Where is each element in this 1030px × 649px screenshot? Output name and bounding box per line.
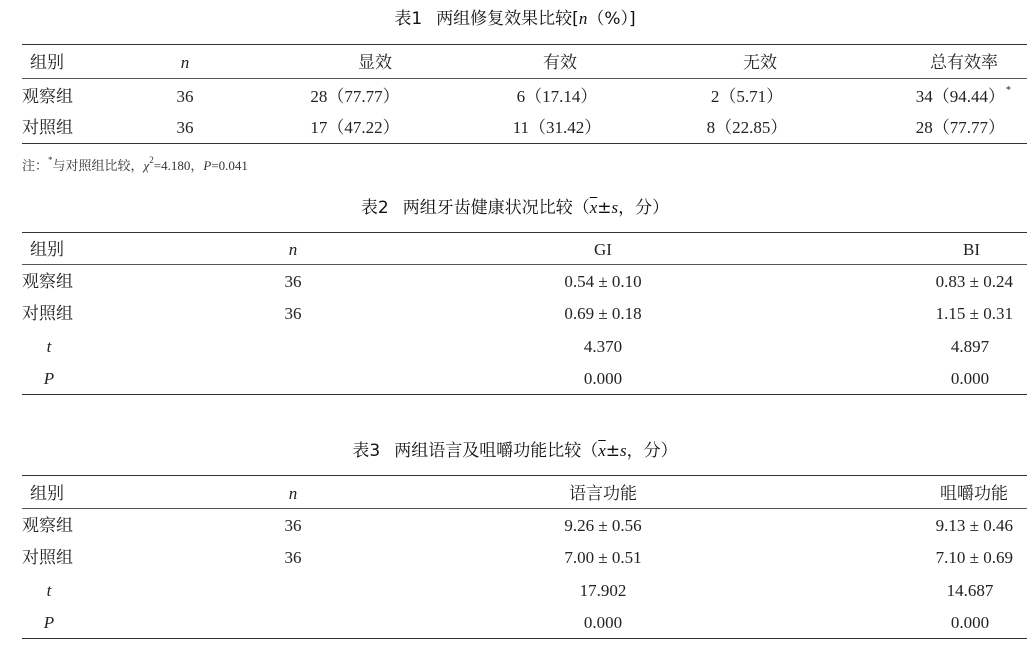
table1-footnote [22, 151, 248, 175]
note-mark: * [48, 155, 53, 165]
table-cell: 28（77.77） [915, 118, 1005, 137]
table1-header-youxiao: 有效 [543, 53, 577, 72]
table1-header-xianxiao: 显效 [358, 53, 392, 72]
table-row: 观察组 [22, 516, 73, 535]
table3-title-tail: ，分） [626, 441, 678, 461]
table1-label: 表1 [394, 9, 423, 29]
table-cell: 7.10 ± 0.69 [935, 548, 1013, 567]
table2-header-bi: BI [963, 240, 980, 259]
table-cell: 7.00 ± 0.51 [564, 548, 642, 567]
table3-bottom-rule [22, 638, 1027, 639]
significance-mark: * [1006, 85, 1011, 96]
table1-header-wuxiao: 无效 [743, 53, 777, 72]
chi-symbol: χ [143, 158, 150, 173]
table-cell: 0.54 ± 0.10 [564, 272, 642, 291]
table3-header-rule [22, 508, 1027, 509]
table2-bottom-rule [22, 394, 1027, 395]
table1-caption [0, 8, 1030, 30]
table-cell: 17（47.22） [310, 118, 400, 137]
table-cell: 36 [284, 304, 302, 323]
table3-header-group: 组别 [30, 484, 64, 503]
table-cell: 4.897 [950, 337, 990, 356]
table-cell: 6（17.14） [516, 87, 598, 106]
table-cell: 36 [176, 87, 194, 106]
table2-caption [0, 197, 1030, 219]
table2-title-tail: ，分） [618, 198, 670, 218]
table-cell: 4.370 [583, 337, 623, 356]
pm-symbol: ± [605, 441, 620, 461]
table-cell: 36 [284, 272, 302, 291]
table-cell: 2（5.71） [710, 87, 784, 106]
table3-header-chewing: 咀嚼功能 [940, 484, 1008, 503]
table-cell: 9.13 ± 0.46 [935, 516, 1013, 535]
p-symbol: P [203, 158, 212, 173]
table-cell: 17.902 [579, 581, 627, 600]
table3-top-rule [22, 475, 1027, 476]
table-row: 观察组 [22, 87, 73, 106]
note-chi-value: =4.180， [153, 158, 204, 173]
mean-symbol: $\overline{x}$ [589, 198, 598, 217]
table-cell: 0.69 ± 0.18 [564, 304, 642, 323]
table2-top-rule [22, 232, 1027, 233]
table-row: 对照组 [22, 548, 73, 567]
table1-header-total-rate: 总有效率 [930, 53, 998, 72]
chi-exponent: 2 [149, 155, 154, 165]
p-value-label: P [43, 613, 55, 632]
sd-symbol: s [611, 198, 619, 217]
table-cell: 0.000 [583, 369, 623, 388]
table-cell: 0.000 [950, 369, 990, 388]
table-cell: 14.687 [946, 581, 994, 600]
table-cell: 11（31.42） [512, 118, 602, 137]
table-cell: 0.83 ± 0.24 [935, 272, 1013, 291]
table-cell: 8（22.85） [706, 118, 788, 137]
note-text: 与对照组比较， [52, 158, 144, 173]
table1-header-group: 组别 [30, 53, 64, 72]
table-cell: 36 [176, 118, 194, 137]
table-cell: 28（77.77） [310, 87, 400, 106]
table3-title: 两组语言及咀嚼功能比较（ [394, 441, 599, 461]
table2-header-gi: GI [594, 240, 612, 259]
table3-caption [0, 440, 1030, 462]
table2-title: 两组牙齿健康状况比较（ [402, 198, 590, 218]
t-statistic-label: t [46, 337, 52, 356]
table1-title-tail: （%）] [587, 9, 636, 29]
note-p-value: =0.041 [211, 158, 248, 173]
pm-symbol: ± [597, 198, 612, 218]
table3-header-n: n [288, 484, 298, 503]
table-cell: 0.000 [950, 613, 990, 632]
note-prefix: 注： [22, 158, 49, 173]
table1-n-symbol: n [578, 9, 588, 28]
t-statistic-label: t [46, 581, 52, 600]
table2-header-group: 组别 [30, 240, 64, 259]
table1-title: 两组修复效果比较[ [436, 9, 579, 29]
table-row: 观察组 [22, 272, 73, 291]
table-row: 对照组 [22, 304, 73, 323]
table1-header-rule [22, 78, 1027, 79]
table-cell: 34（94.44） [915, 87, 1005, 106]
mean-symbol: $\overline{x}$ [598, 441, 606, 460]
table2-header-n: n [288, 240, 298, 259]
table-cell: 9.26 ± 0.56 [564, 516, 642, 535]
table-cell: 36 [284, 516, 302, 535]
p-value-label: P [43, 369, 55, 388]
table1-bottom-rule [22, 143, 1027, 144]
table1-top-rule [22, 44, 1027, 45]
table-cell: 1.15 ± 0.31 [935, 304, 1013, 323]
table2-header-rule [22, 264, 1027, 265]
table-row: 对照组 [22, 118, 73, 137]
table1-header-n: n [180, 53, 190, 72]
table-cell: 36 [284, 548, 302, 567]
table-cell: 0.000 [583, 613, 623, 632]
table3-label: 表3 [352, 441, 381, 461]
sd-symbol: s [620, 441, 627, 460]
table2-label: 表2 [360, 198, 389, 218]
table3-header-speech: 语言功能 [569, 484, 637, 503]
